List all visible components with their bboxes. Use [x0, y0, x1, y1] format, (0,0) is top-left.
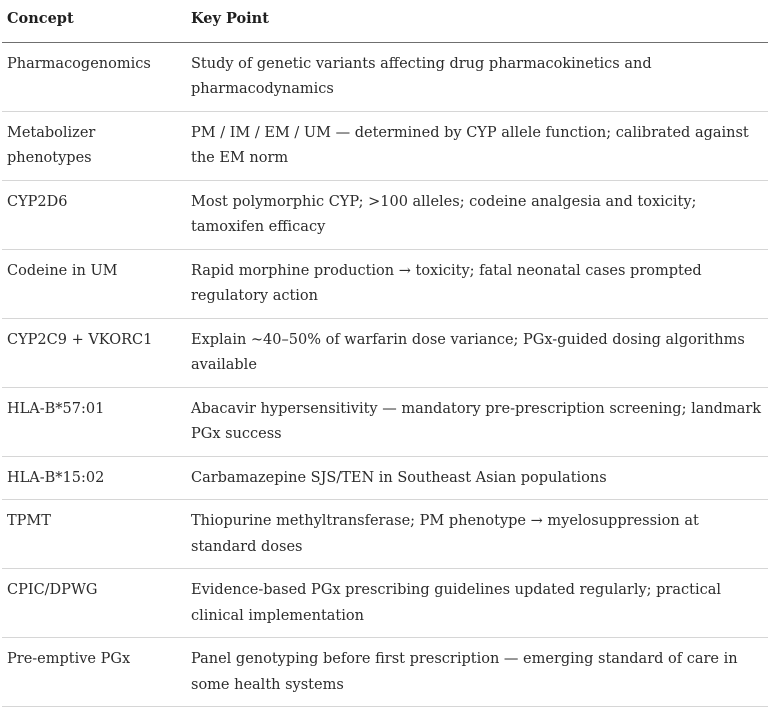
- header-row: [2, 0, 768, 42]
- table-row: [2, 180, 768, 249]
- concept-cell: HLA-B*15:02: [2, 456, 186, 500]
- table-row: [2, 249, 768, 318]
- table-row: [2, 318, 768, 387]
- table-row: [2, 638, 768, 707]
- column-header-key-point: Key Point: [186, 0, 768, 42]
- key-point-cell: PM / IM / EM / UM — determined by CYP allele function; calibrated against the EM norm: [186, 111, 768, 180]
- key-point-cell: Explain ~40–50% of warfarin dose variance; PGx-guided dosing algorithms available: [186, 318, 768, 387]
- concept-cell: CYP2D6: [2, 180, 186, 249]
- column-header-concept: Concept: [2, 0, 186, 42]
- concept-cell: TPMT: [2, 500, 186, 569]
- table-row: [2, 569, 768, 638]
- table-row: [2, 42, 768, 111]
- table-header: [2, 0, 768, 42]
- key-point-cell: Abacavir hypersensitivity — mandatory pre-prescription screening; landmark PGx success: [186, 387, 768, 456]
- concept-cell: CYP2C9 + VKORC1: [2, 318, 186, 387]
- key-point-cell: Rapid morphine production → toxicity; fatal neonatal cases prompted regulatory action: [186, 249, 768, 318]
- concept-table: [2, 0, 768, 707]
- table-body: [2, 42, 768, 707]
- concept-cell: Pre-emptive PGx: [2, 638, 186, 707]
- key-point-cell: Panel genotyping before first prescription — emerging standard of care in some health systems: [186, 638, 768, 707]
- key-point-cell: Thiopurine methyltransferase; PM phenotype → myelosuppression at standard doses: [186, 500, 768, 569]
- key-point-cell: Most polymorphic CYP; >100 alleles; codeine analgesia and toxicity; tamoxifen efficacy: [186, 180, 768, 249]
- concept-cell: HLA-B*57:01: [2, 387, 186, 456]
- table-row: [2, 500, 768, 569]
- key-point-cell: Evidence-based PGx prescribing guidelines updated regularly; practical clinical implementation: [186, 569, 768, 638]
- concept-cell: Pharmacogenomics: [2, 42, 186, 111]
- concept-cell: Metabolizer phenotypes: [2, 111, 186, 180]
- concept-cell: Codeine in UM: [2, 249, 186, 318]
- concept-cell: CPIC/DPWG: [2, 569, 186, 638]
- key-point-cell: Carbamazepine SJS/TEN in Southeast Asian populations: [186, 456, 768, 500]
- table-row: [2, 456, 768, 500]
- table-row: [2, 387, 768, 456]
- table-row: [2, 111, 768, 180]
- key-point-cell: Study of genetic variants affecting drug pharmacokinetics and pharmacodynamics: [186, 42, 768, 111]
